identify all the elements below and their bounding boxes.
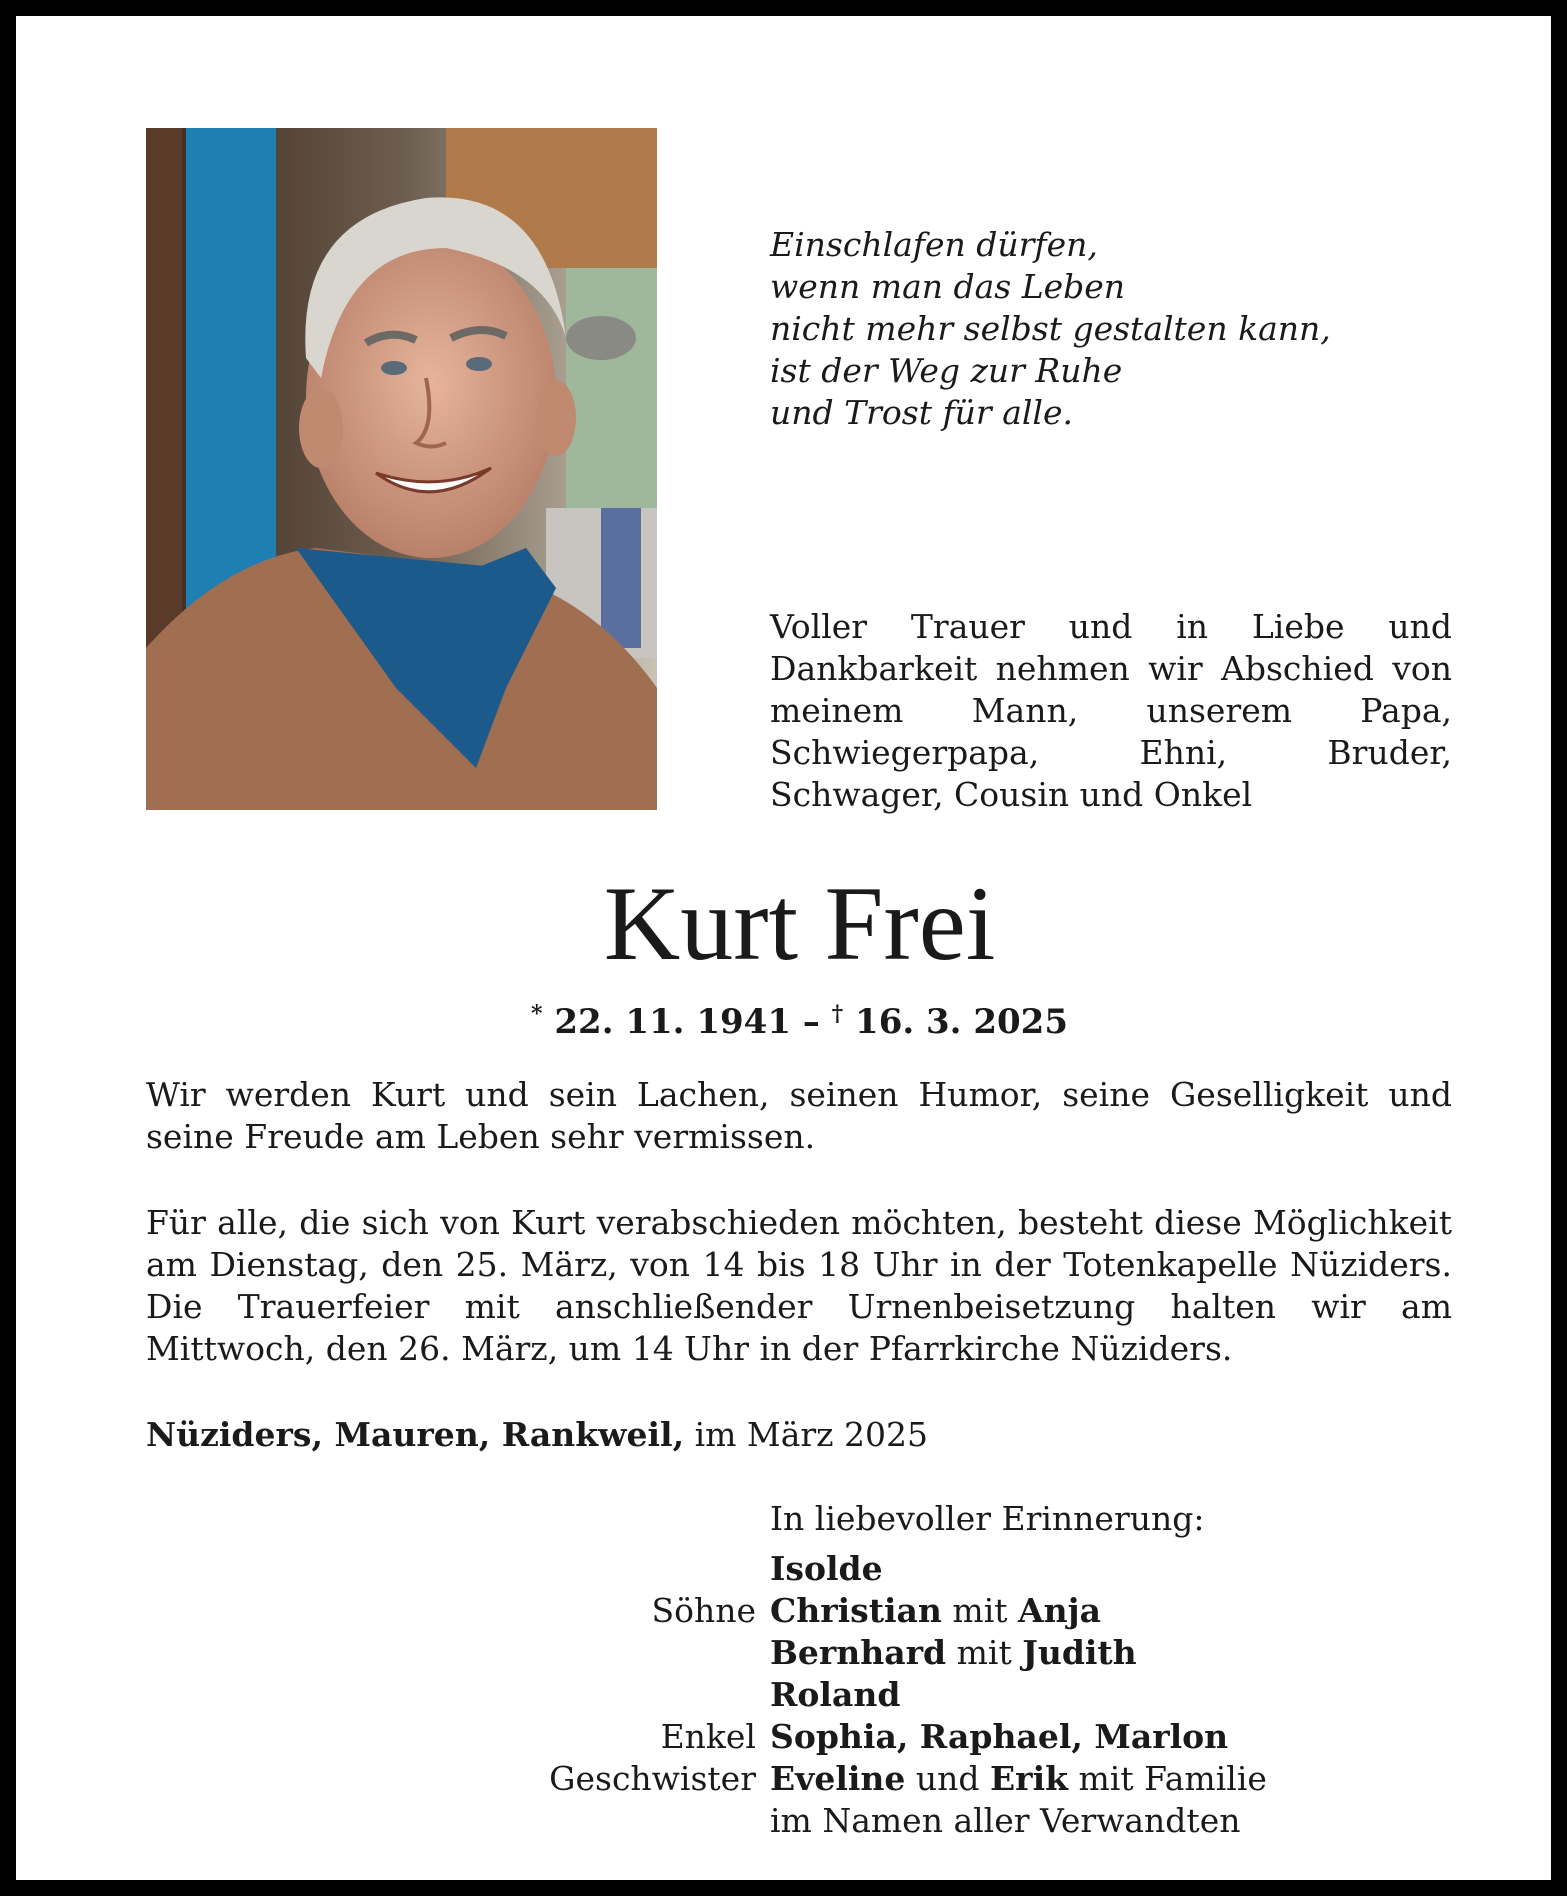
death-date: 16. 3. 2025 xyxy=(855,1002,1068,1042)
family-row xyxy=(446,1548,1546,1590)
family-row-label xyxy=(446,1674,770,1716)
poem-line: und Trost für alle. xyxy=(770,393,1073,432)
family-row-value xyxy=(770,1758,1267,1800)
poem-line: wenn man das Leben xyxy=(770,267,1126,306)
family-row xyxy=(446,1632,1546,1674)
family-row xyxy=(446,1716,1546,1758)
sons-label: Söhne xyxy=(651,1591,756,1630)
relatives-line: im Namen aller Verwandten xyxy=(770,1801,1241,1840)
son-name: Bernhard xyxy=(770,1633,947,1672)
with-word: mit xyxy=(952,1591,1008,1630)
family-row-label xyxy=(446,1548,770,1590)
son-name: Christian xyxy=(770,1591,942,1630)
grandchildren-label: Enkel xyxy=(660,1717,756,1756)
death-symbol: † xyxy=(831,1001,844,1027)
ceremony-paragraph: Für alle, die sich von Kurt verabschieden möchten, besteht diese Möglichkeit am Dienstag, den 25. März, von 14 bis 18 Uhr in der Totenkapelle Nüziders. Die Trauerfeier mit anschließender Urnenbeisetzung halten wir am Mittwoch, den 26. März, um 14 Uhr in der Pfarrkirche Nüziders. xyxy=(146,1203,1452,1368)
sibling-name: Eveline xyxy=(770,1759,906,1798)
poem-line: nicht mehr selbst gestalten kann, xyxy=(770,309,1331,348)
month-date: im März 2025 xyxy=(694,1415,929,1454)
life-dates xyxy=(16,992,1567,1044)
family-row xyxy=(446,1758,1546,1800)
family-row-label xyxy=(446,1800,770,1842)
remembrance-heading: In liebevoller Erinnerung: xyxy=(770,1499,1205,1538)
partner-name: Anja xyxy=(1018,1591,1101,1630)
birth-date: 22. 11. 1941 xyxy=(554,1002,791,1042)
date-separator: – xyxy=(802,1002,820,1042)
grandchildren-names: Sophia, Raphael, Marlon xyxy=(770,1717,1229,1756)
family-row-value xyxy=(770,1632,1137,1674)
deceased-name: Kurt Frei xyxy=(603,865,996,982)
place-date-line xyxy=(146,1414,928,1456)
poem-line: ist der Weg zur Ruhe xyxy=(770,351,1123,390)
birth-symbol: * xyxy=(531,1001,543,1027)
farewell-intro: Voller Trauer und in Liebe und Dankbarkeit nehmen wir Abschied von meinem Mann, unserem Papa, Schwiegerpapa, Ehni, Bruder, Schwager, Cousin und Onkel xyxy=(770,607,1452,814)
portrait-photo xyxy=(146,128,657,810)
family-row-value xyxy=(770,1548,883,1590)
family-row-value xyxy=(770,1716,1228,1758)
and-word: und xyxy=(915,1759,980,1798)
family-row xyxy=(446,1674,1546,1716)
family-row xyxy=(446,1800,1546,1842)
sibling-name: Erik xyxy=(990,1759,1068,1798)
memory-paragraph: Wir werden Kurt und sein Lachen, seinen Humor, seine Geselligkeit und seine Freude am Leben sehr vermissen. xyxy=(146,1075,1452,1156)
family-list xyxy=(446,1548,1546,1842)
poem xyxy=(770,224,1410,434)
partner-name: Judith xyxy=(1022,1633,1137,1672)
family-row-value xyxy=(770,1590,1101,1632)
towns: Nüziders, Mauren, Rankweil, xyxy=(146,1415,685,1454)
son-name: Roland xyxy=(770,1675,901,1714)
family-row xyxy=(446,1590,1546,1632)
spouse-name: Isolde xyxy=(770,1549,883,1588)
family-row-value xyxy=(770,1674,900,1716)
poem-line: Einschlafen dürfen, xyxy=(770,225,1098,264)
with-family: mit Familie xyxy=(1078,1759,1267,1798)
family-row-label xyxy=(446,1632,770,1674)
with-word: mit xyxy=(956,1633,1012,1672)
siblings-label: Geschwister xyxy=(549,1759,756,1798)
